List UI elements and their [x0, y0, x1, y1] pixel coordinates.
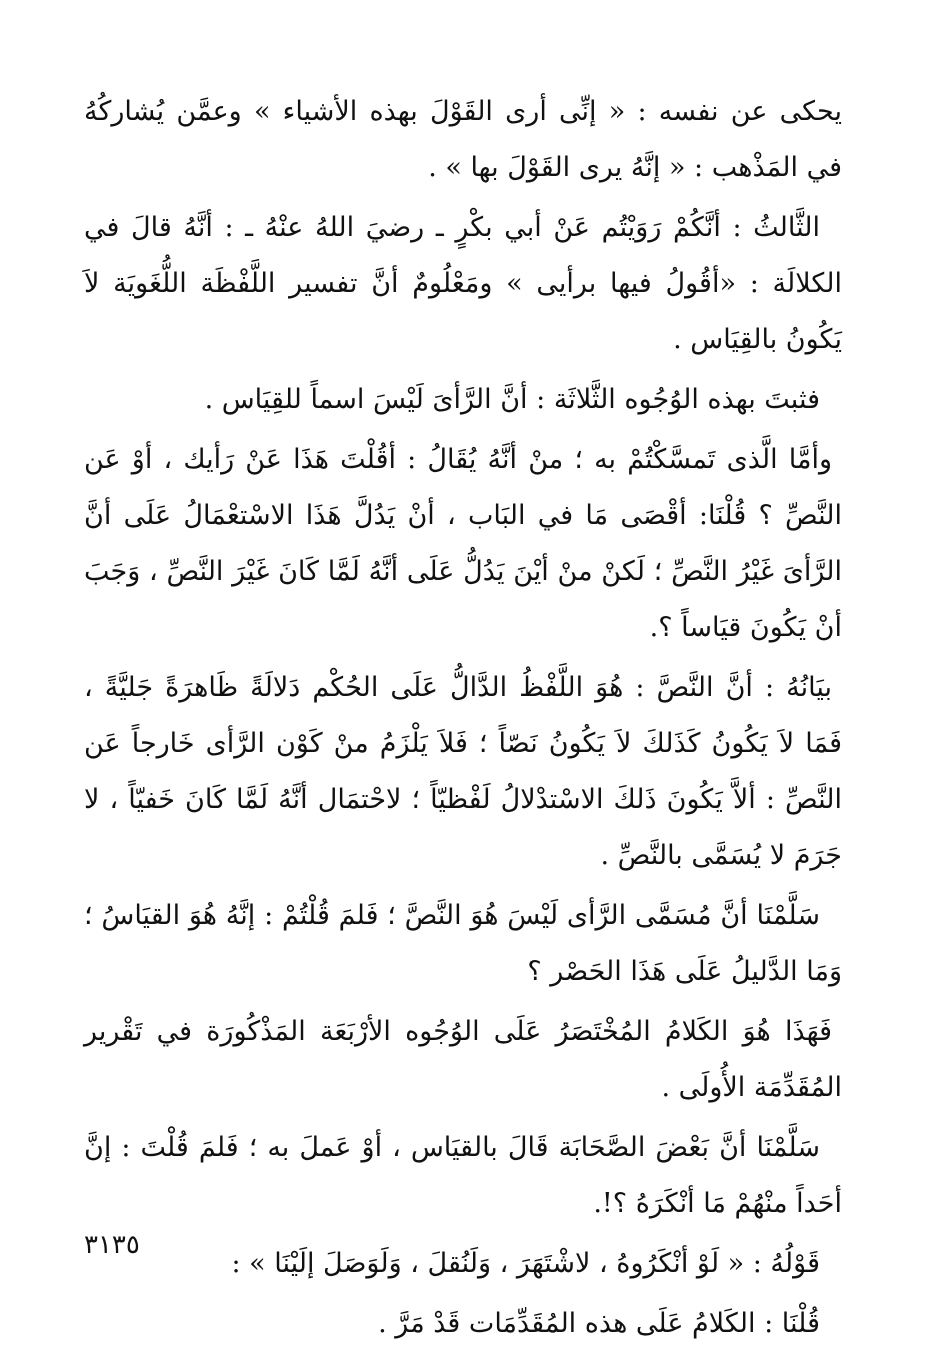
paragraph-10: قُلْنَا : الكَلامُ عَلَى هذه المُقَدِّمَات قَدْ مَرَّ .	[378, 1308, 820, 1339]
paragraph-1: يحكى عن نفسه : « إنِّى أرى القَوْلَ بهذه الأشياء » وعمَّن يُشاركُهُ في المَذْهب : « إنَّهُ يرى القَوْلَ بها » .	[84, 96, 842, 183]
paragraph-6: سَلَّمْنَا أنَّ مُسَمَّى الرَّأى لَيْسَ هُوَ النَّصَّ ؛ فَلمَ قُلْتُمْ : إنَّهُ هُوَ القيَاسُ ؛ وَمَا الدَّليلُ عَلَى هَذَا الحَصْر ؟	[84, 900, 842, 987]
paragraph-8: سَلَّمْنَا أنَّ بَعْضَ الصَّحَابَة قَالَ بالقيَاس ، أوْ عَملَ به ؛ فَلمَ قُلْتَ : إنَّ أحَداً منْهُمْ مَا أنْكَرَهُ ؟!.	[84, 1132, 842, 1219]
page-body	[84, 84, 842, 1356]
paragraph-2: الثَّالثُ : أنَّكُمْ رَوَيْتُم عَنْ أبي بكْرٍ ـ رضيَ اللهُ عنْهُ ـ : أنَّهُ قالَ في الكلالَة : «أقُولُ فيها برأيى » ومَعْلُومٌ أنَّ تفسير اللَّفْظَة اللُّغَويَة لاَ يَكُونُ بالقِيَاس .	[84, 212, 842, 355]
page-number: ٣١٣٥	[84, 1230, 140, 1260]
paragraph-5: بيَانُهُ : أنَّ النَّصَّ : هُوَ اللَّفْظُ الدَّالُّ عَلَى الحُكْم دَلالَةً ظَاهرَةً جَليَّةً ، فَمَا لاَ يَكُونُ كَذَلكَ لاَ يَكُونُ نَصّاً ؛ فَلاَ يَلْزَمُ منْ كَوْن الرَّأى خَارجاً عَن النَّصِّ : ألاَّ يَكُونَ ذَلكَ الاسْتدْلالُ لَفْظيّاً ؛ لاحْتمَال أنَّهُ لَمَّا كَانَ خَفيّاً ، لا جَرَمَ لا يُسَمَّى بالنَّصِّ .	[84, 672, 842, 871]
paragraph-3: فثبتَ بهذه الوُجُوه الثَّلاثَة : أنَّ الرَّأىَ لَيْسَ اسماً للقِيَاس .	[204, 384, 820, 415]
paragraph-4: وأمَّا الَّذى تَمسَّكْتُمْ به ؛ منْ أنَّهُ يُقَالُ : أقُلْتَ هَذَا عَنْ رَأيك ، أوْ عَن النَّصِّ ؟ قُلْنَا: أقْصَى مَا في البَاب ، أنْ يَدُلَّ هَذَا الاسْتعْمَالُ عَلَى أنَّ الرَّأىَ غَيْرُ النَّصِّ ؛ لَكنْ منْ أيْنَ يَدُلُّ عَلَى أنَّهُ لَمَّا كَانَ غَيْرَ النَّصِّ ، وَجَبَ أنْ يَكُونَ قيَاساً ؟.	[84, 444, 842, 643]
paragraph-9: قَوْلُهُ : « لَوْ أنْكَرُوهُ ، لاشْتَهَرَ ، وَلَنُقلَ ، وَلَوَصَلَ إلَيْنَا » :	[231, 1248, 820, 1279]
paragraph-7: فَهَذَا هُوَ الكَلامُ المُخْتَصَرُ عَلَى الوُجُوه الأرْبَعَة المَذْكُورَة في تَقْرير المُقَدِّمَة الأُولَى .	[84, 1016, 842, 1103]
